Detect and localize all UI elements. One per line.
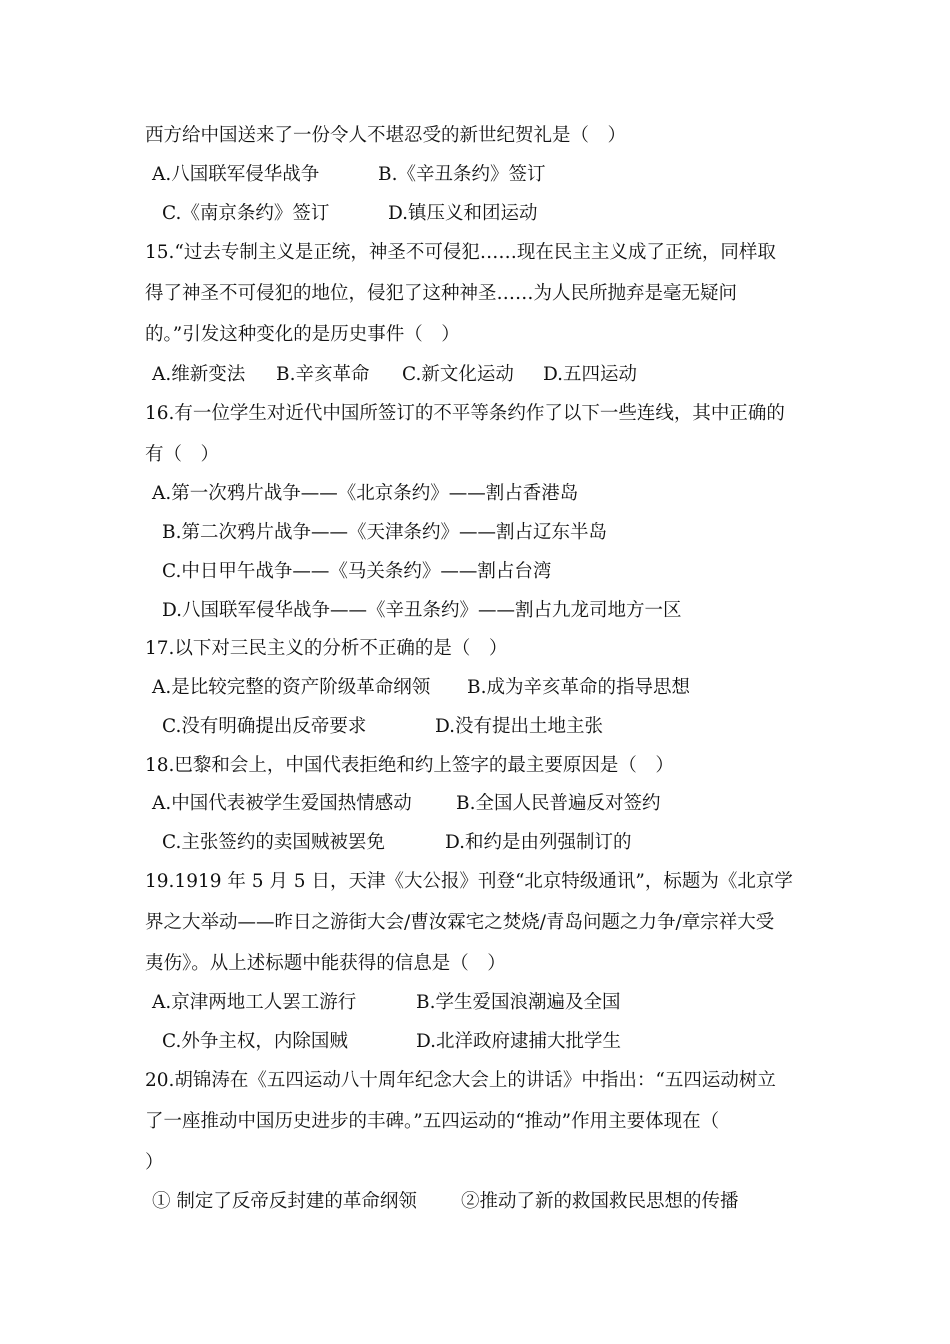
option-a: A.中国代表被学生爱国热情感动: [152, 793, 412, 814]
option-d: D.北洋政府逮捕大批学生: [416, 1031, 622, 1052]
option-c: C.外争主权，内除国贼: [162, 1031, 348, 1052]
question-20-text: 20.胡锦涛在《五四运动八十周年纪念大会上的讲话》中指出：“五四运动树立: [145, 1070, 776, 1091]
option-d: D.镇压义和团运动: [388, 203, 538, 224]
option-c: C.《南京条约》签订: [162, 203, 330, 224]
option-c: C.主张签约的卖国贼被罢免: [162, 832, 385, 853]
option-c: C.新文化运动: [402, 364, 514, 385]
question-15-text: 15.“过去专制主义是正统，神圣不可侵犯……现在民主主义成了正统，同样取: [145, 242, 776, 263]
question-17-text: 17.以下对三民主义的分析不正确的是（ ）: [145, 638, 508, 659]
option-c: C.没有明确提出反帝要求: [162, 716, 367, 737]
option-d: D.没有提出土地主张: [435, 716, 604, 737]
statement-2: ②推动了新的救国救民思想的传播: [461, 1191, 739, 1212]
question-20-text: 了一座推动中国历史进步的丰碑。”五四运动的“推动”作用主要体现在（: [145, 1111, 720, 1132]
option-a: A.是比较完整的资产阶级革命纲领: [152, 677, 431, 698]
option-c: C.中日甲午战争——《马关条约》——割占台湾: [162, 561, 552, 582]
question-15-text: 的。”引发这种变化的是历史事件（ ）: [145, 324, 460, 345]
question-19-text: 19.1919 年 5 月 5 日，天津《大公报》刊登“北京特级通讯”，标题为《北京学: [145, 871, 793, 892]
option-b: B.辛亥革命: [276, 364, 370, 385]
question-16-text: 有（ ）: [145, 444, 220, 465]
question-19-text: 夷伤》。从上述标题中能获得的信息是（ ）: [145, 953, 506, 974]
option-a: A.京津两地工人罢工游行: [152, 992, 357, 1013]
option-b: B.《辛丑条约》签订: [378, 164, 546, 185]
statement-1: ① 制定了反帝反封建的革命纲领: [152, 1191, 417, 1212]
question-16-text: 16.有一位学生对近代中国所签订的不平等条约作了以下一些连线，其中正确的: [145, 403, 785, 424]
option-a: A.第一次鸦片战争——《北京条约》——割占香港岛: [152, 483, 579, 504]
question-19-text: 界之大举动——昨日之游街大会/曹汝霖宅之焚烧/青岛问题之力争/章宗祥大受: [145, 912, 775, 933]
option-d: D.八国联军侵华战争——《辛丑条约》——割占九龙司地方一区: [162, 600, 682, 621]
option-d: D.和约是由列强制订的: [445, 832, 632, 853]
question-text: 西方给中国送来了一份令人不堪忍受的新世纪贺礼是（ ）: [145, 125, 627, 146]
option-d: D.五四运动: [543, 364, 638, 385]
option-b: B.成为辛亥革命的指导思想: [467, 677, 690, 698]
option-a: A.维新变法: [152, 364, 246, 385]
option-b: B.第二次鸦片战争——《天津条约》——割占辽东半岛: [162, 522, 607, 543]
option-b: B.学生爱国浪潮遍及全国: [416, 992, 621, 1013]
option-a: A.八国联军侵华战争: [152, 164, 320, 185]
option-b: B.全国人民普遍反对签约: [456, 793, 661, 814]
question-18-text: 18.巴黎和会上，中国代表拒绝和约上签字的最主要原因是（ ）: [145, 755, 674, 776]
question-15-text: 得了神圣不可侵犯的地位，侵犯了这种神圣……为人民所抛弃是毫无疑问: [145, 283, 738, 304]
question-20-text: ）: [145, 1152, 164, 1173]
